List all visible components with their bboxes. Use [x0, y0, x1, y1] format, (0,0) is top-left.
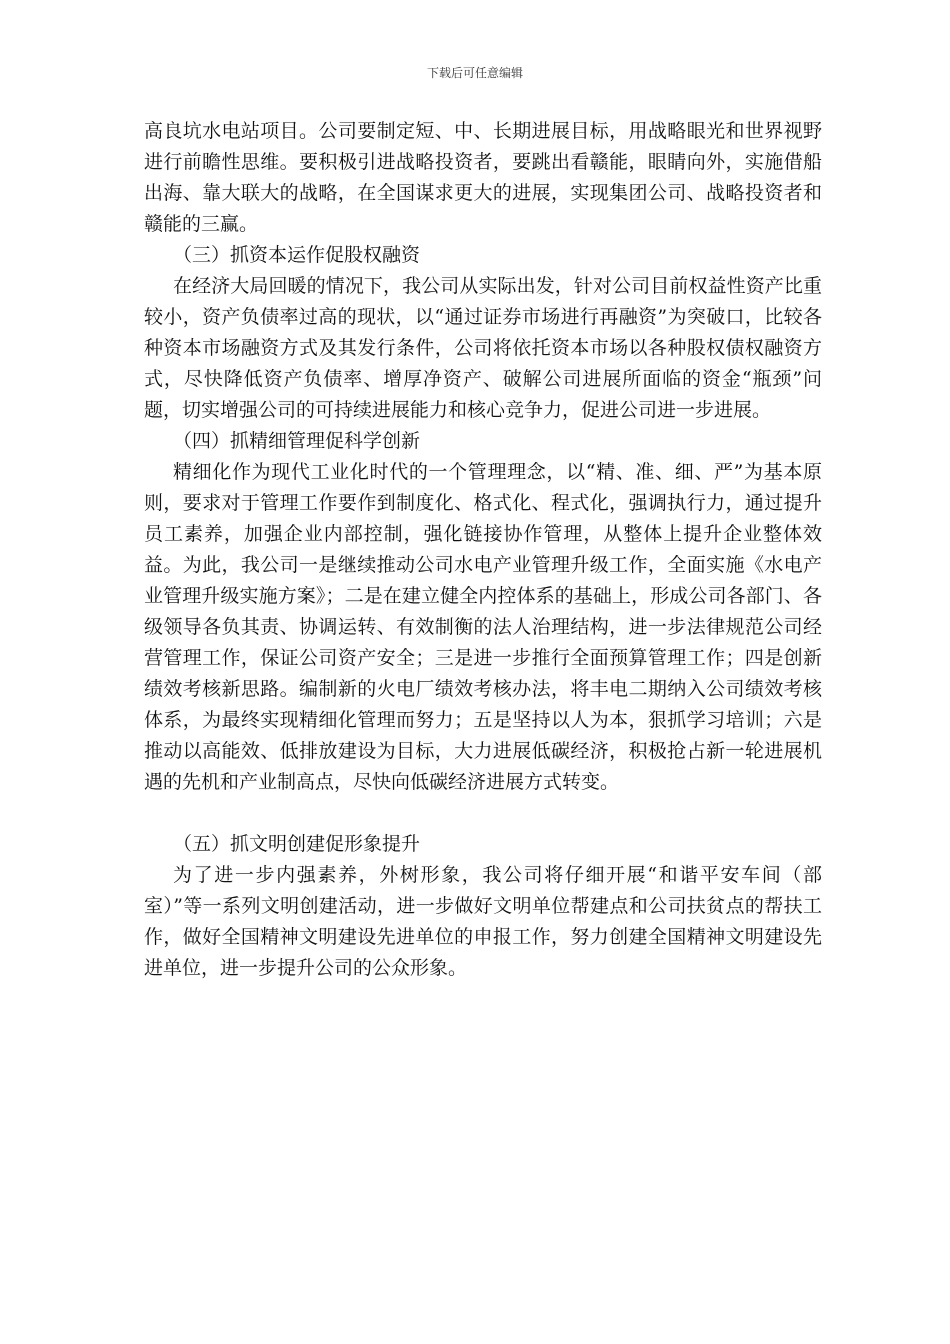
section-heading-4: （四）抓精细管理促科学创新 [173, 430, 421, 452]
page-header: 下载后可任意编辑 [426, 66, 523, 80]
paragraph-fine-management: 精细化作为现代工业化时代的一个管理理念，以“精、准、细、严”为基本原则，要求对于管理工作要作到制度化、格式化、程式化，强调执行力，通过提升员工素养，加强企业内部控制，强化链接协作管理，从整体上提升企业整体效益。为此，我公司一是继续推动公司水电产业管理升级工作，全面实施《水电产业管理升级实施方案》；二是在建立健全内控体系的基础上，形成公司各部门、各级领导各负其责、协调运转、有效制衡的法人治理结构，进一步法律规范公司经营管理工作，保证公司资产安全；三是进一步推行全面预算管理工作；四是创新绩效考核新思路。编制新的火电厂绩效考核办法，将丰电二期纳入公司绩效考核体系，为最终实现精细化管理而努力；五是坚持以人为本，狠抓学习培训；六是推动以高能效、低排放建设为目标，大力进展低碳经济，积极抢占新一轮进展机遇的先机和产业制高点，尽快向低碳经济进展方式转变。 [144, 461, 822, 793]
document-body [144, 116, 822, 984]
paragraph-intro: 高良坑水电站项目。公司要制定短、中、长期进展目标，用战略眼光和世界视野进行前瞻性思维。要积极引进战略投资者，要跳出看赣能，眼睛向外，实施借船出海、靠大联大的战略，在全国谋求更大的进展，实现集团公司、战略投资者和赣能的三赢。 [144, 120, 822, 235]
paragraph-spacer [144, 798, 822, 829]
section-heading-3: （三）抓资本运作促股权融资 [173, 244, 421, 266]
paragraph-civilization: 为了进一步内强素养，外树形象，我公司将仔细开展“和谐平安车间（部室）”等一系列文明创建活动，进一步做好文明单位帮建点和公司扶贫点的帮扶工作，做好全国精神文明建设先进单位的申报工作，努力创建全国精神文明建设先进单位，进一步提升公司的公众形象。 [144, 864, 822, 979]
paragraph-capital-operation: 在经济大局回暖的情况下，我公司从实际出发，针对公司目前权益性资产比重较小，资产负债率过高的现状，以“通过证券市场进行再融资”为突破口，比较各种资本市场融资方式及其发行条件，公司将依托资本市场以各种股权债权融资方式，尽快降低资产负债率、增厚净资产、破解公司进展所面临的资金“瓶颈”问题，切实增强公司的可持续进展能力和核心竞争力，促进公司进一步进展。 [144, 275, 822, 421]
section-heading-5: （五）抓文明创建促形象提升 [173, 833, 421, 855]
